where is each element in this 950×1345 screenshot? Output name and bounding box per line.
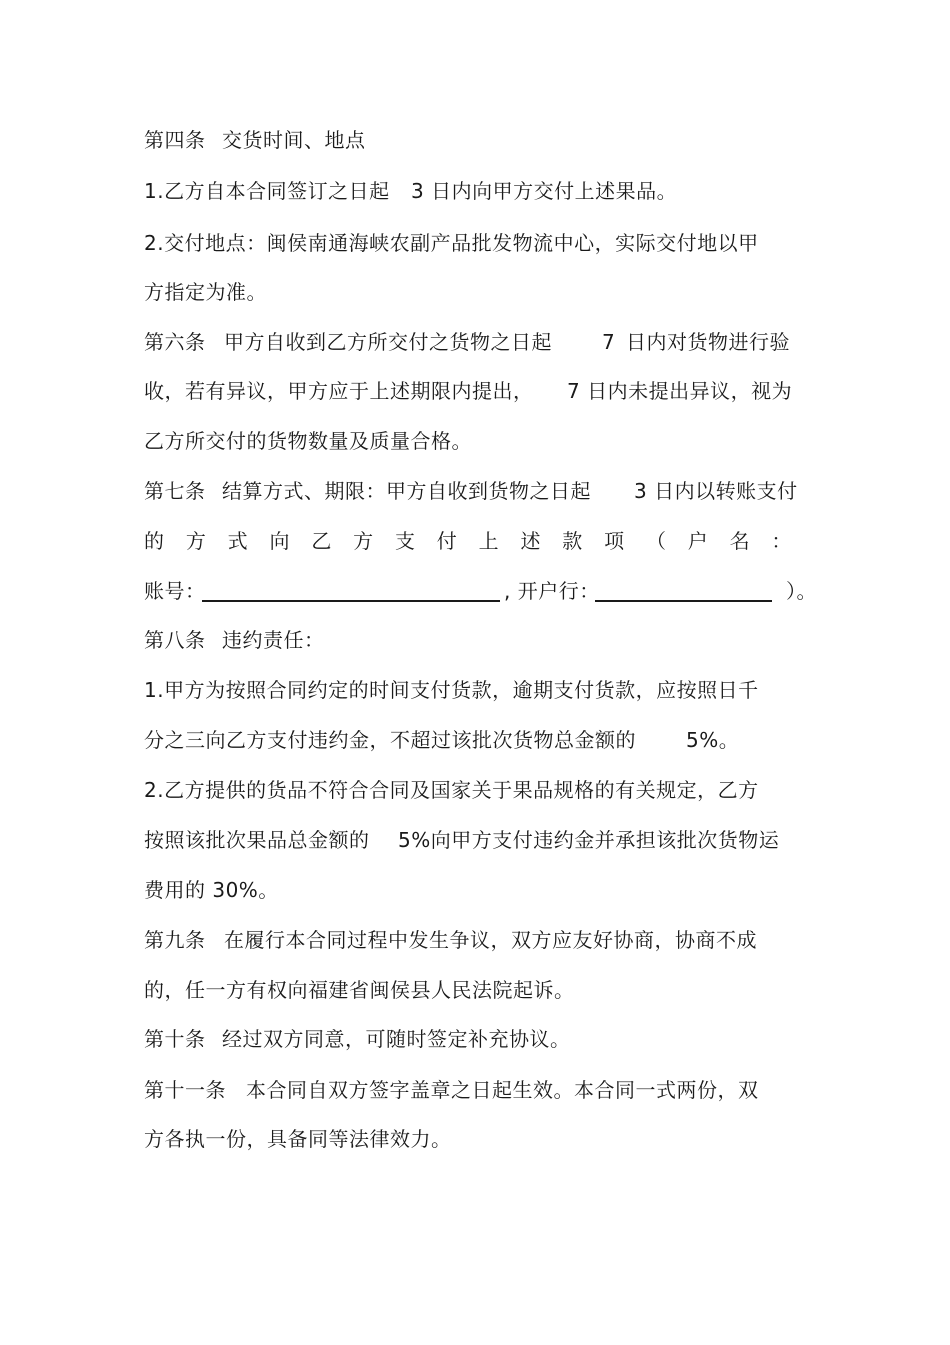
spread-char: 支 (394, 529, 416, 553)
spread-char: 上 (478, 529, 500, 553)
clause-text: 结算方式、期限：甲方自收到货物之日起 (222, 479, 591, 503)
article-number: 第八条 (144, 628, 206, 652)
article-number: 第十条 (144, 1027, 206, 1051)
account-label: 账号： (144, 579, 206, 603)
article-11-line-2: 方各执一份，具备同等法律效力。 (144, 1127, 452, 1151)
article-4-clause-2: 2.交付地点：闽侯南通海峡农副产品批发物流中心，实际交付地以甲 (144, 231, 759, 255)
clause-text: 7 日内未提出异议，视为 (567, 379, 793, 403)
article-heading: 交货时间、地点 (222, 128, 366, 152)
clause-text: 本合同自双方签字盖章之日起生效。本合同一式两份，双 (246, 1078, 759, 1102)
spread-char: 乙 (311, 529, 332, 553)
article-9-line-2: 的，任一方有权向福建省闽侯县人民法院起诉。 (144, 978, 575, 1002)
clause-text: 分之三向乙方支付违约金，不超过该批次货物总金额的 (144, 728, 636, 752)
spread-char: 项 (604, 529, 625, 553)
spread-char: 付 (436, 529, 458, 553)
article-6-line-3: 乙方所交付的货物数量及质量合格。 (144, 429, 472, 453)
clause-text: 日内对货物进行验 (626, 330, 790, 354)
article-number: 第十一条 (144, 1078, 226, 1102)
article-8-clause-2-end: 费用的 30%。 (144, 878, 279, 902)
bank-label: , 开户行： (504, 579, 600, 603)
clause-text: 7 (602, 330, 616, 354)
clause-text: 5%向甲方支付违约金并承担该批次货物运 (398, 828, 780, 852)
spread-char: 方 (185, 529, 207, 553)
spread-char: ： (771, 529, 792, 553)
article-number: 第六条 (144, 330, 206, 354)
bank-name-field[interactable] (595, 580, 772, 602)
clause-text: 甲方自收到乙方所交付之货物之日起 (224, 330, 552, 354)
article-8-clause-1: 1.甲方为按照合同约定的时间支付货款，逾期支付货款，应按照日千 (144, 678, 759, 702)
article-number: 第九条 (144, 928, 206, 952)
spread-char: 方 (353, 529, 374, 553)
article-heading: 违约责任： (222, 628, 325, 652)
article-7-line-2 (144, 528, 792, 554)
closing-bracket: ）。 (786, 579, 817, 603)
clause-text: 在履行本合同过程中发生争议，双方应友好协商，协商不成 (224, 928, 757, 952)
clause-text: 1.乙方自本合同签订之日起 (144, 179, 390, 203)
spread-char: 的 (144, 529, 165, 553)
spread-char: 名 (729, 529, 751, 553)
clause-text: 3 日内向甲方交付上述果品。 (411, 179, 678, 203)
clause-text: 收，若有异议，甲方应于上述期限内提出， (144, 379, 534, 403)
spread-char: 户 (687, 529, 709, 553)
clause-text: 经过双方同意，可随时签定补充协议。 (222, 1027, 571, 1051)
article-8-clause-2: 2.乙方提供的货品不符合合同及国家关于果品规格的有关规定，乙方 (144, 778, 759, 802)
spread-char: 述 (520, 529, 541, 553)
article-number: 第七条 (144, 479, 206, 503)
clause-text: 3 日内以转账支付 (634, 479, 798, 503)
spread-char: 向 (269, 529, 290, 553)
article-number: 第四条 (144, 128, 206, 152)
clause-text: 按照该批次果品总金额的 (144, 828, 370, 852)
spread-char: 式 (227, 529, 249, 553)
spread-char: 款 (562, 529, 583, 553)
account-number-field[interactable] (202, 580, 500, 602)
clause-text: 5%。 (686, 728, 740, 752)
article-4-clause-2-cont: 方指定为准。 (144, 280, 267, 304)
spread-char: （ (645, 529, 667, 553)
